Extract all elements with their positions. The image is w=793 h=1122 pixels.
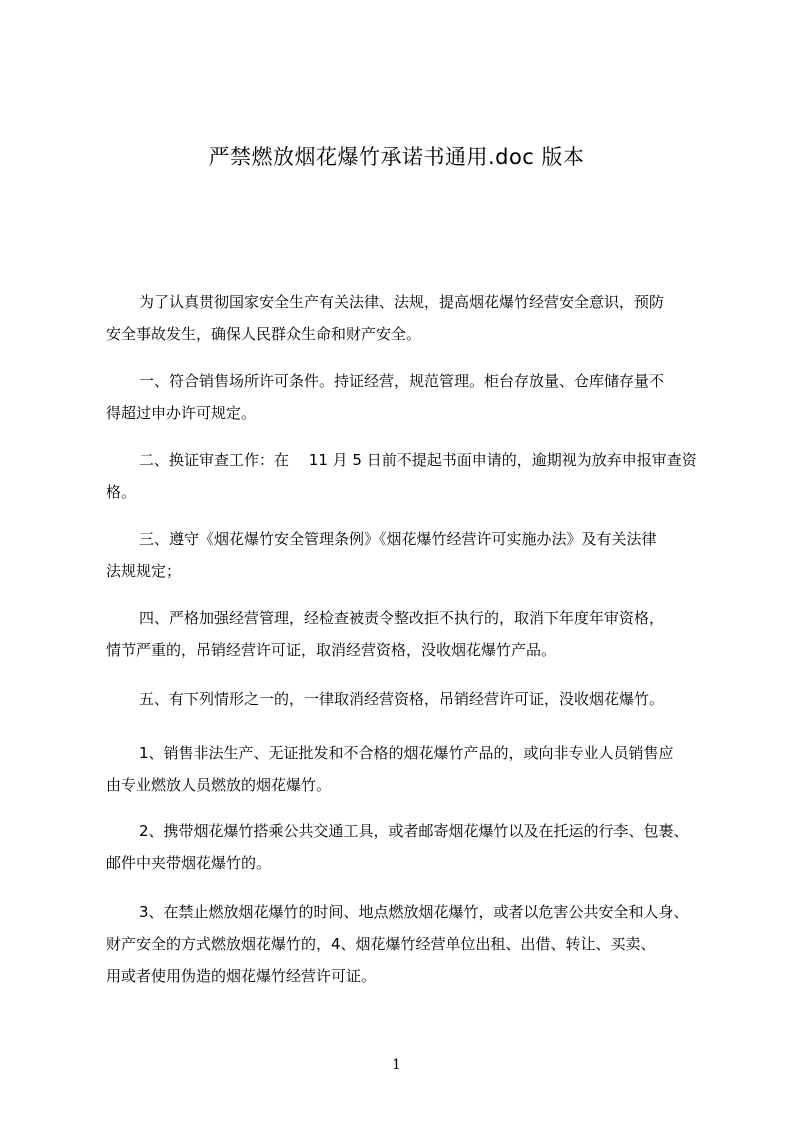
paragraph-line: 二、换证审查工作：在 11 月 5 日前不提起书面申请的，逾期视为放弃申报审查资 (139, 451, 697, 469)
document-title: 严禁燃放烟花爆竹承诺书通用.doc 版本 (208, 145, 585, 169)
paragraph-line: 1、销售非法生产、无证批发和不合格的烟花爆竹产品的，或向非专业人员销售应 (139, 744, 674, 762)
paragraph-subitem-1 (106, 737, 706, 801)
paragraph-line: 2、携带烟花爆竹搭乘公共交通工具，或者邮寄烟花爆竹以及在托运的行李、包裹、 (139, 822, 689, 840)
paragraph-line: 五、有下列情形之一的，一律取消经营资格，吊销经营许可证，没收烟花爆竹。 (139, 690, 665, 708)
paragraph-line: 一、符合销售场所许可条件。持证经营，规范管理。柜台存放量、仓库储存量不 (139, 372, 665, 390)
paragraph-line: 为了认真贯彻国家安全生产有关法律、法规，提高烟花爆竹经营安全意识，预防 (139, 293, 665, 311)
paragraph-item-5 (106, 683, 706, 715)
paragraph-item-3 (106, 523, 706, 587)
paragraph-line: 法规规定； (106, 562, 182, 580)
paragraph-item-4 (106, 602, 706, 666)
page-number: 1 (392, 1057, 401, 1073)
paragraph-item-1 (106, 365, 706, 429)
paragraph-line: 情节严重的，吊销经营许可证，取消经营资格，没收烟花爆竹产品。 (106, 641, 557, 659)
paragraph-subitem-2 (106, 815, 706, 879)
paragraph-item-2 (106, 444, 706, 508)
paragraph-line: 用或者使用伪造的烟花爆竹经营许可证。 (106, 967, 377, 985)
paragraph-line: 三、遵守《烟花爆竹安全管理条例》《烟花爆竹经营许可实施办法》及有关法律 (139, 530, 657, 548)
paragraph-line: 由专业燃放人员燃放的烟花爆竹。 (106, 776, 332, 794)
paragraph-line: 邮件中夹带烟花爆竹的。 (106, 854, 272, 872)
paragraph-line: 四、严格加强经营管理，经检查被责令整改拒不执行的，取消下年度年审资格， (139, 609, 665, 627)
paragraph-line: 格。 (106, 483, 137, 501)
paragraph-line: 财产安全的方式燃放烟花爆竹的，4、烟花爆竹经营单位出租、出借、转让、买卖、 (106, 935, 656, 953)
paragraph-intro (106, 286, 706, 350)
paragraph-line: 得超过申办许可规定。 (106, 404, 257, 422)
paragraph-line: 3、在禁止燃放烟花爆竹的时间、地点燃放烟花爆竹，或者以危害公共安全和人身、 (139, 903, 689, 921)
paragraph-subitem-3 (106, 896, 706, 992)
paragraph-line: 安全事故发生，确保人民群众生命和财产安全。 (106, 325, 422, 343)
